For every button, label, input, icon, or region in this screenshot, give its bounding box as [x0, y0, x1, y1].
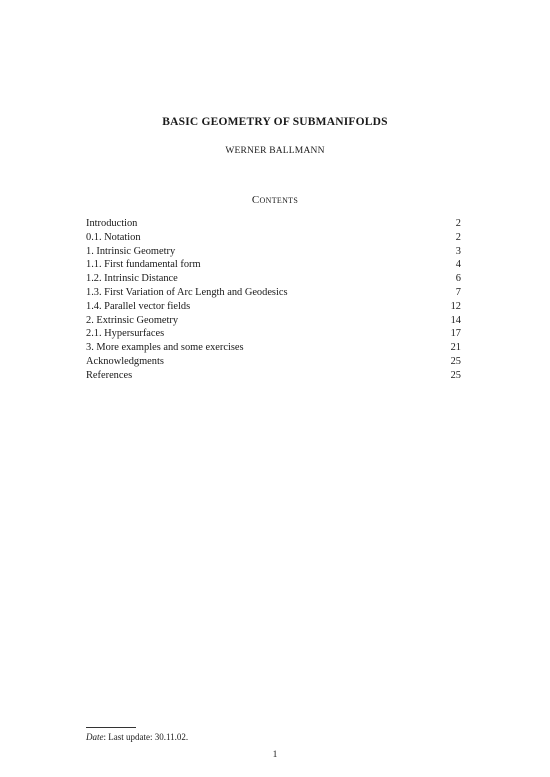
- footnote-divider: [86, 727, 136, 728]
- toc-entry-page: 25: [450, 355, 461, 367]
- toc-entry-introduction[interactable]: [86, 217, 461, 231]
- toc-entry-title: 1.2. Intrinsic Distance: [86, 273, 178, 285]
- toc-entry-page: 25: [450, 369, 461, 381]
- toc-entry-title: 1.4. Parallel vector fields: [86, 300, 191, 312]
- toc-entry-acknowledgments[interactable]: [86, 355, 461, 369]
- paper-title: BASIC GEOMETRY OF SUBMANIFOLDS: [162, 116, 388, 128]
- toc-entry-page: 21: [450, 342, 461, 354]
- toc-entry-more-examples[interactable]: [86, 341, 461, 355]
- toc-entry-parallel-vector-fields[interactable]: [86, 300, 461, 314]
- page-number: 1: [272, 750, 278, 760]
- toc-entry-title: Introduction: [86, 218, 138, 229]
- toc-entry-page: 3: [455, 245, 461, 257]
- toc-entry-page: 14: [450, 314, 461, 326]
- toc-entry-title: 1. Intrinsic Geometry: [86, 245, 176, 257]
- toc-entry-page: 4: [455, 259, 461, 271]
- toc-entry-title: 2.1. Hypersurfaces: [86, 328, 165, 340]
- toc-entry-page: 12: [450, 300, 461, 312]
- toc-entry-page: 6: [455, 273, 461, 285]
- toc-entry-hypersurfaces[interactable]: [86, 327, 461, 341]
- contents-heading: Contents: [251, 194, 299, 206]
- table-of-contents: [86, 217, 461, 383]
- footnote-label: Date: [86, 732, 104, 742]
- toc-entry-page: 17: [450, 328, 461, 340]
- toc-entry-page: 2: [455, 218, 461, 229]
- toc-entry-page: 2: [455, 231, 461, 243]
- toc-entry-references[interactable]: [86, 369, 461, 383]
- toc-entry-first-fundamental-form[interactable]: [86, 258, 461, 272]
- toc-entry-title: 1.3. First Variation of Arc Length and Geodesics: [86, 286, 288, 298]
- toc-entry-first-variation[interactable]: [86, 286, 461, 300]
- toc-entry-notation[interactable]: [86, 231, 461, 245]
- footnote: [86, 732, 188, 742]
- toc-entry-title: Acknowledgments: [86, 355, 164, 367]
- toc-entry-title: 1.1. First fundamental form: [86, 259, 201, 271]
- toc-entry-title: 0.1. Notation: [86, 231, 141, 243]
- toc-entry-intrinsic-distance[interactable]: [86, 272, 461, 286]
- toc-entry-extrinsic-geometry[interactable]: [86, 314, 461, 328]
- toc-entry-page: 7: [455, 286, 461, 298]
- footnote-text: : Last update: 30.11.02.: [103, 732, 189, 742]
- author-name: WERNER BALLMANN: [225, 146, 325, 156]
- toc-entry-title: 3. More examples and some exercises: [86, 342, 244, 354]
- toc-entry-intrinsic-geometry[interactable]: [86, 245, 461, 259]
- toc-entry-title: References: [86, 369, 133, 381]
- toc-entry-title: 2. Extrinsic Geometry: [86, 314, 179, 326]
